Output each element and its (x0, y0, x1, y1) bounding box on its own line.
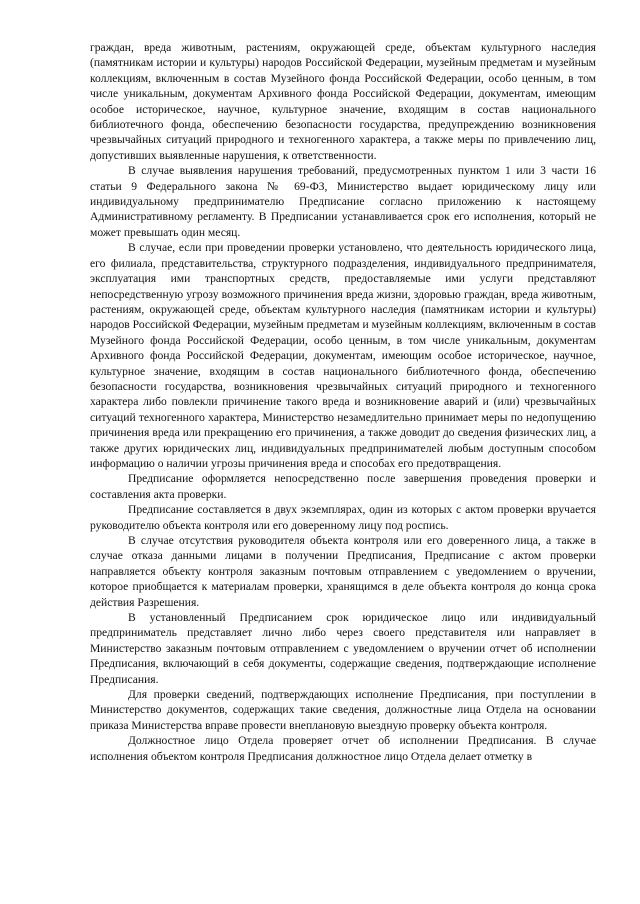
paragraph-report-submission: В установленный Предписанием срок юридическое лицо или индивидуальный предприниматель представляет лично либо через своего представителя или направляет в Министерство заказным почтовым отправлением с уведомлением о вручении отчет об исполнении Предписания, включающий в себя документы, содержащие сведения, подтверждающие исполнение Предписания. (90, 611, 596, 686)
paragraph-prescription-issued: Предписание оформляется непосредственно после завершения проведения проверки и составления акта проверки. (90, 472, 596, 501)
paragraph-two-copies: Предписание составляется в двух экземплярах, один из которых с актом проверки вручается руководителю объекта контроля или его доверенному лицу под роспись. (90, 503, 596, 532)
paragraph-report-check: Должностное лицо Отдела проверяет отчет об исполнении Предписания. В случае исполнения объектом контроля Предписания должностное лицо Отдела делает отметку в (90, 734, 596, 763)
paragraph-absence-of-head: В случае отсутствия руководителя объекта контроля или его доверенного лица, а также в случае отказа данными лицами в получении Предписания, Предписание с актом проверки направляется объекту контроля заказным почтовым отправлением с уведомлением о вручении, которое приобщается к материалам проверки, хранящимся в деле объекта контроля до конца срока действия Разрешения. (90, 534, 596, 609)
paragraph-violation-prescription: В случае выявления нарушения требований, предусмотренных пунктом 1 или 3 части 16 статьи 9 Федерального закона № 69-ФЗ, Министерство выдает юридическому лицу или индивидуальному предпринимателю Предписание согласно приложению к настоящему Административному регламенту. В Предписании устанавливается срок его исполнения, который не может превышать один месяц. (90, 164, 596, 239)
paragraph-continued: граждан, вреда животным, растениям, окружающей среде, объектам культурного наследия (памятникам истории и культуры) народов Российской Федерации, музейным предметам и музейным коллекциям, включенным в состав Музейного фонда Российской Федерации, особо ценным, в том числе уникальным, документам Архивного фонда Российской Федерации, документам, имеющим особое историческое, научное, культурное значение, входящим в состав национального библиотечного фонда, обеспечению безопасности государства, предупреждению возникновения чрезвычайных ситуаций природного и техногенного характера, а также меры по привлечению лиц, допустивших выявленные нарушения, к ответственности. (90, 41, 596, 162)
paragraph-immediate-threat: В случае, если при проведении проверки установлено, что деятельность юридического лица, его филиала, представительства, структурного подразделения, индивидуального предпринимателя, эксплуатация ими транспортных средств, предоставляемые ими услуги представляют непосредственную угрозу возможного причинения вреда жизни, здоровью граждан, вреда животным, растениям, окружающей среде, объектам культурного наследия (памятникам истории и культуры) народов Российской Федерации, музейным предметам и музейным коллекциям, включенным в состав Музейного фонда Российской Федерации, особо ценным, в том числе уникальным, документам Архивного фонда Российской Федерации, документам, имеющим особое историческое, научное, культурное значение, входящим в состав национального библиотечного фонда, обеспечению безопасности государства, возникновения чрезвычайных ситуаций природного и техногенного характера либо повлекли причинение такого вреда и возникновение аварий и (или) чрезвычайных ситуаций техногенного характера, Министерство незамедлительно принимает меры по недопущению причинения вреда или прекращению его причинения, а также доводит до сведения физических лиц, а также других юридических лиц, индивидуальных предпринимателей любым доступным способом информацию о наличии угрозы причинения вреда и способах его предотвращения. (90, 241, 596, 470)
document-body (90, 40, 596, 764)
paragraph-verification: Для проверки сведений, подтверждающих исполнение Предписания, при поступлении в Министерство документов, содержащих такие сведения, должностные лица Отдела на основании приказа Министерства вправе провести внеплановую выездную проверку объекта контроля. (90, 688, 596, 732)
